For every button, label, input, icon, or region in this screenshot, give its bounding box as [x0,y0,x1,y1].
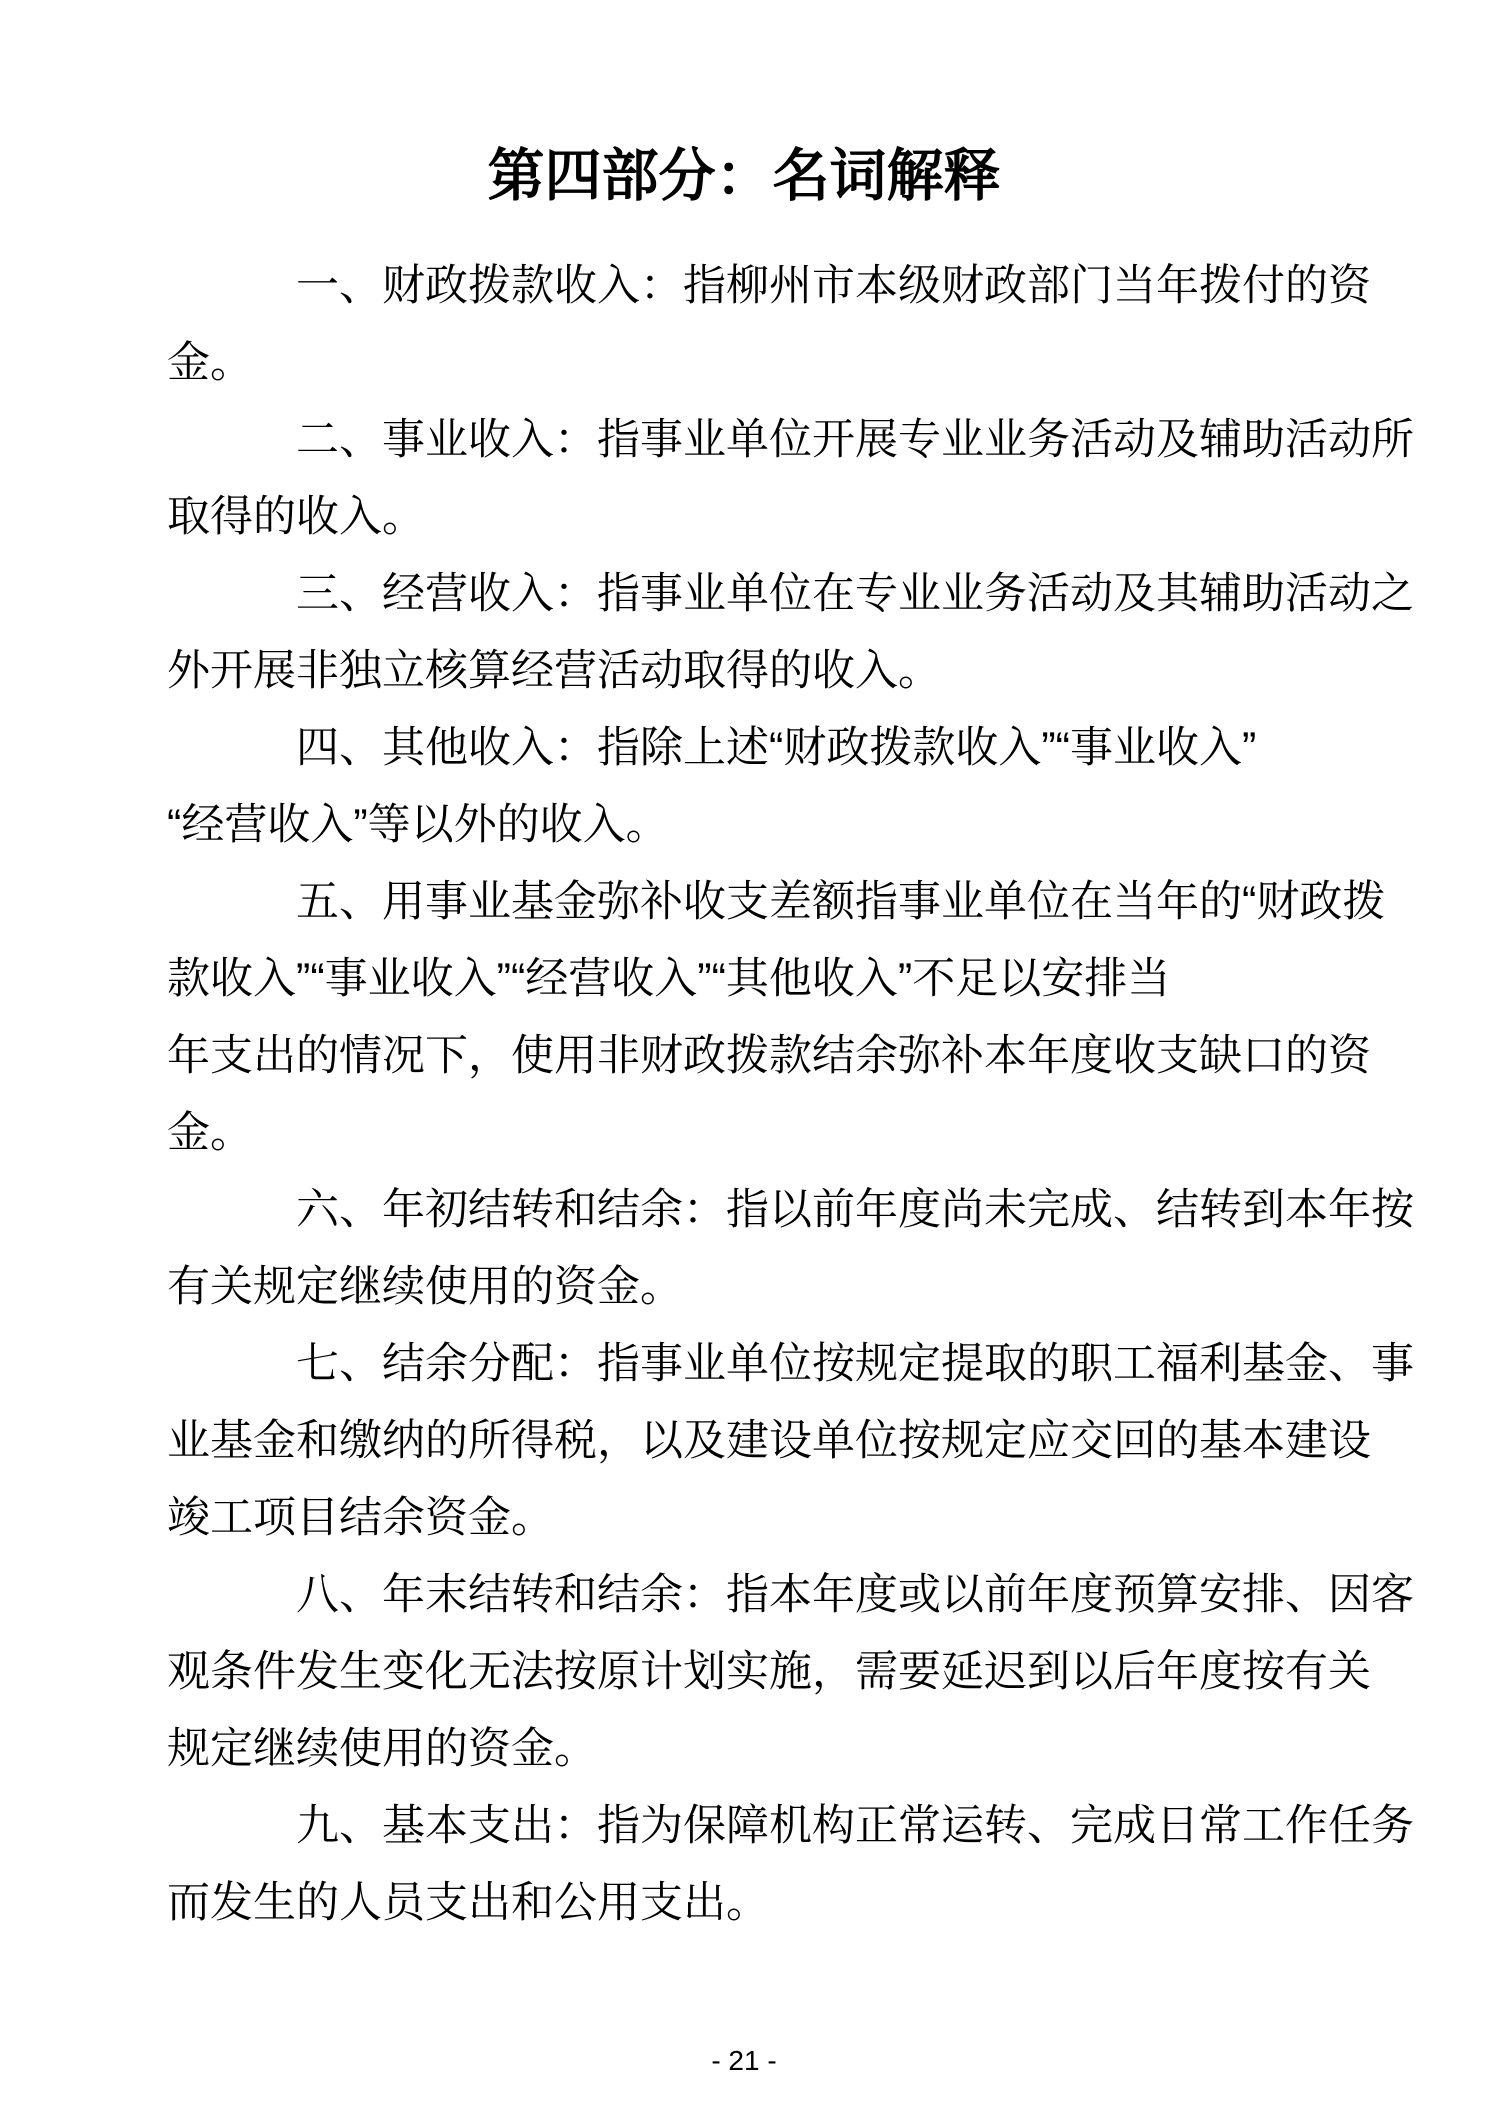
paragraph-line: 金。 [167,339,253,387]
paragraph-line: 年支出的情况下，使用非财政拨款结余弥补本年度收支缺口的资 [167,1032,1371,1080]
paragraph-line: “经营收入”等以外的收入。 [167,801,669,849]
paragraph-line: 五、用事业基金弥补收支差额指事业单位在当年的“财政拨 [296,878,1386,926]
paragraph-line: 七、结余分配：指事业单位按规定提取的职工福利基金、事 [296,1340,1414,1388]
page-number: - 21 - [711,2045,777,2076]
paragraph-line: 二、事业收入：指事业单位开展专业业务活动及辅助活动所 [296,416,1414,464]
page-title: 第四部分：名词解释 [487,144,1001,208]
paragraph-line: 规定继续使用的资金。 [167,1725,597,1773]
paragraph-line: 三、经营收入：指事业单位在专业业务活动及其辅助活动之 [296,570,1414,618]
paragraph-line: 一、财政拨款收入：指柳州市本级财政部门当年拨付的资 [296,262,1371,310]
paragraph-line: 竣工项目结余资金。 [167,1494,554,1542]
paragraph-line: 取得的收入。 [167,493,425,541]
paragraph-line: 金。 [167,1109,253,1157]
paragraph-line: 四、其他收入：指除上述“财政拨款收入”“事业收入” [296,724,1257,772]
paragraph-line: 观条件发生变化无法按原计划实施，需要延迟到以后年度按有关 [167,1648,1371,1696]
paragraph-line: 八、年末结转和结余：指本年度或以前年度预算安排、因客 [296,1571,1414,1619]
paragraph-line: 九、基本支出：指为保障机构正常运转、完成日常工作任务 [296,1802,1414,1850]
paragraph-line: 而发生的人员支出和公用支出。 [167,1879,769,1927]
paragraph-line: 款收入”“事业收入”“经营收入”“其他收入”不足以安排当 [167,955,1171,1003]
paragraph-line: 六、年初结转和结余：指以前年度尚未完成、结转到本年按 [296,1186,1414,1234]
paragraphs [167,248,1414,1942]
paragraph-line: 有关规定继续使用的资金。 [167,1263,683,1311]
paragraph-line: 外开展非独立核算经营活动取得的收入。 [167,647,941,695]
paragraph-line: 业基金和缴纳的所得税，以及建设单位按规定应交回的基本建设 [167,1417,1371,1465]
